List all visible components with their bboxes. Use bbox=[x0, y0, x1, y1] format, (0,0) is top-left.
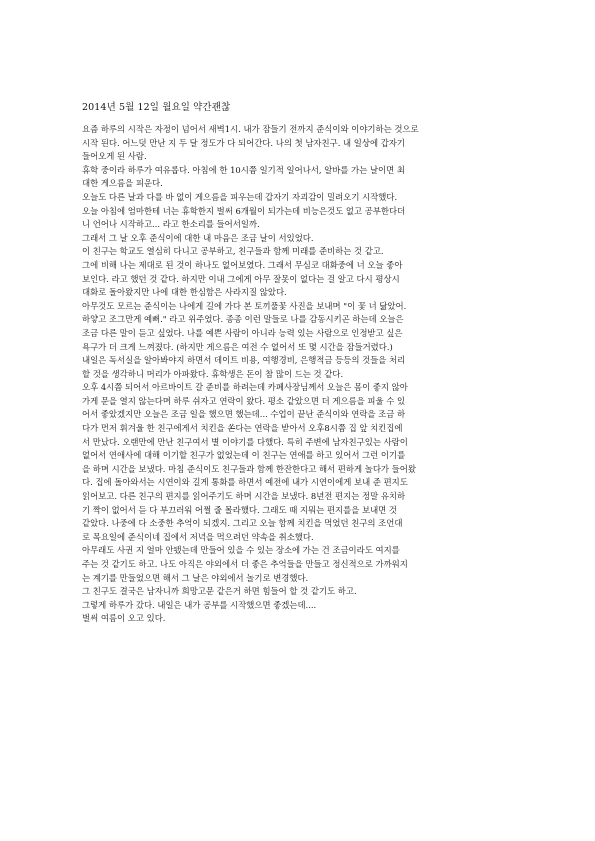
body-line: 을 하며 시간을 보냈다. 마침 준식이도 친구들과 함께 한잔한다고 해서 편하게 놀다가 들어왔 bbox=[82, 463, 416, 474]
body-line: 할 것을 생각하니 머리가 아파왔다. 휴학생은 돈이 참 많이 드는 것 같다. bbox=[82, 368, 344, 379]
body-line: 오늘도 다른 날과 다를 바 없이 게으름을 피우는데 갑자기 자괴감이 밀려오기 시작했다. bbox=[82, 191, 398, 202]
diary-body bbox=[82, 123, 518, 626]
body-line: 같았다. 나중에 다 소중한 추억이 되겠지. 그리고 오늘 함께 치킨을 먹었던 친구의 조언대 bbox=[82, 518, 403, 529]
body-line: 내일은 독서실을 알아봐야지 하면서 데이트 비용, 여행경비, 은행적금 등등의 것들을 처리 bbox=[82, 355, 406, 366]
body-line: 읽어보고. 다른 친구의 편지를 읽어주기도 하며 시간을 보냈다. 8년전 편지는 정말 유치하 bbox=[82, 491, 406, 502]
body-line: 대한 게으름을 피운다. bbox=[82, 178, 163, 189]
body-line: 요즘 하루의 시작은 자정이 넘어서 새벽1시. 내가 잠들기 전까지 준식이와 이야기하는 것으로 bbox=[82, 124, 419, 134]
body-line: 없어서 연애사에 대해 이기할 친구가 없었는데 이 친구는 연애를 하고 있어서 그런 이기를 bbox=[82, 450, 406, 461]
body-line: 오후 4시쯤 되어서 아르바이트 갈 준비를 하려는데 카페사장님께서 오늘은 몸이 좋지 않아 bbox=[82, 382, 408, 393]
body-line: 는 계기를 만들었으면 해서 그 날은 야외에서 놀기로 변경했다. bbox=[82, 572, 309, 583]
body-line: 가게 문을 열지 않는다며 하루 쉬자고 연락이 왔다. 평소 같았으면 더 게으름을 피울 수 있 bbox=[82, 395, 406, 406]
body-line: 그에 비해 나는 제대로 된 것이 하나도 없어보였다. 그래서 무심코 대화중에 너 오늘 좋아 bbox=[82, 259, 403, 270]
body-line: 시작 된다. 어느덧 만난 지 두 달 정도가 다 되어간다. 나의 첫 남자친구. 내 일상에 갑자기 bbox=[82, 137, 405, 148]
body-line: 욕구가 더 크게 느껴졌다. (하지만 게으름은 여전 수 없어서 또 몇 시간을 잠들거렸다.) bbox=[82, 341, 393, 352]
body-line: 그 친구도 결국은 남자니까 희망고문 같은거 하면 힘들어 할 것 같기도 하고. bbox=[82, 586, 357, 597]
body-line: 주는 것 같기도 하고. 나도 아직은 야외에서 더 좋은 추억들을 만들고 정신적으로 가까워지 bbox=[82, 559, 408, 569]
body-line: 다가 먼저 휘겨울 한 친구에게서 치킨을 쏜다는 연락을 받아서 오후8시쯤 집 앞 치킨집에 bbox=[82, 423, 403, 434]
body-line: 대화로 돌아왔지만 나에 대한 한심함은 사라지질 않았다. bbox=[82, 287, 287, 298]
body-line: 기 짝이 없어서 듣 다 부끄러워 어쩔 줄 몰라했다. 그래도 때 지뭐는 편지를을 보내면 것 bbox=[82, 504, 397, 515]
body-line: 어서 좋았겠지만 오늘은 조금 일을 했으면 했는데... 수업이 끝난 준식이와 연락을 조금 하 bbox=[82, 409, 406, 420]
body-line: 로 목요일에 준식이네 집에서 저녁을 먹으려던 약속을 취소했다. bbox=[82, 531, 314, 542]
body-line: 그렇게 하루가 갔다. 내일은 내가 공부를 시작했으면 좋겠는데.... bbox=[82, 599, 317, 610]
body-line: 다. 집에 돌아와서는 시연이와 길게 통화를 하면서 예전에 내가 시연이에게 보내 준 편지도 bbox=[82, 477, 408, 488]
body-line: 니 언어나 시작하고... 라고 한소리를 들어서일까. bbox=[82, 219, 260, 230]
body-line: 아무것도 모르는 준식이는 나에게 길에 가다 본 토끼풀꽃 사진을 보내며 "이 꽃 너 닮았어. bbox=[82, 300, 407, 311]
body-line: 이 친구는 학교도 열심히 다니고 공부하고, 친구들과 함께 미래를 준비하는 것 같고. bbox=[82, 246, 384, 257]
body-line: 들어오게 된 사람. bbox=[82, 151, 147, 162]
body-line: 조금 다른 말이 듣고 싶었다. 나를 예쁜 사람이 아니라 능력 있는 사람으로 인정받고 싶은 bbox=[82, 327, 403, 338]
body-line: 서 만났다. 오랜만에 만난 친구여서 별 이야기를 다했다. 특히 주변에 남자친구있는 사람이 bbox=[82, 436, 408, 447]
body-line: 아무래도 사귄 지 얼마 안됐는데 만들어 있을 수 있는 장소에 가는 건 조금이라도 여지를 bbox=[82, 545, 400, 556]
body-line: 그래서 그 날 오후 준식이에 대한 내 마음은 조금 날이 서있었다. bbox=[82, 232, 314, 243]
body-line: 하얗고 조그만게 예뻐." 라고 위주었다. 종종 이런 말들로 나를 감동시키곤 하는데 오늘은 bbox=[82, 314, 404, 325]
body-line: 오늘 아침에 엄마한테 너는 휴학한지 벌써 6개월이 되가는데 비능은것도 없고 공부한다더 bbox=[82, 205, 406, 216]
body-line: 벌써 여름이 오고 있다. bbox=[82, 613, 166, 624]
body-line: 보인다. 라고 했던 것 같다. 하지만 이내 그에게 아무 잘못이 없다는 걸 알고 다시 평상시 bbox=[82, 273, 400, 284]
body-line: 휴학 중이라 하루가 여유롭다. 아침에 한 10시쯤 일기적 일어나서, 알바를 가는 날이면 최 bbox=[82, 164, 405, 175]
diary-date-heading: 2014년 5월 12일 월요일 약간괜찮 bbox=[82, 102, 231, 113]
